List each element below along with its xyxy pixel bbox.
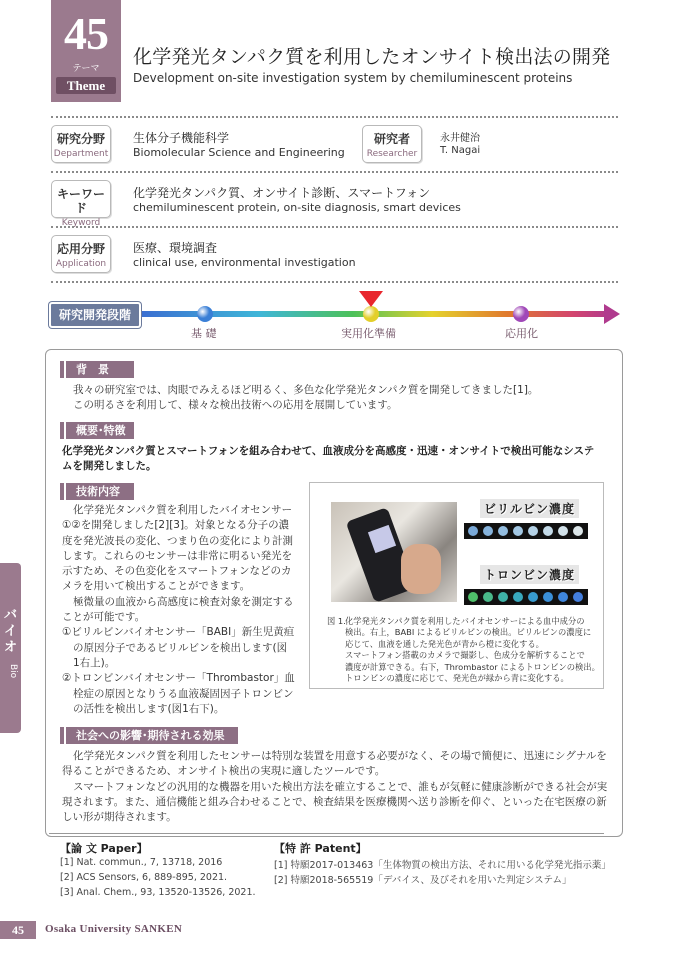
stage-name-basic: 基 礎 xyxy=(191,327,217,340)
page-number: 45 xyxy=(0,921,36,939)
color-spot xyxy=(543,526,553,536)
divider xyxy=(51,281,618,283)
patent-ref: [1] 特願2017-013463「生体物質の検出方法、それに用いる化学発光指示薬」 xyxy=(274,860,611,871)
stage-dot-basic xyxy=(197,306,213,322)
color-spot xyxy=(483,526,493,536)
text-line: 示すため、その色変化をスマートフォンなどのカ xyxy=(62,565,292,578)
color-spot xyxy=(498,592,508,602)
arrow-right-icon xyxy=(604,304,620,324)
application-label-box xyxy=(51,235,111,273)
theme-label-ja: テーマ xyxy=(72,64,100,74)
text-line: しい形が期待されます。 xyxy=(62,811,177,824)
color-strip xyxy=(464,589,588,605)
page-title: 化学発光タンパク質を利用したオンサイト検出法の開発 xyxy=(133,46,611,68)
papers-heading: 【論 文 Paper】 xyxy=(60,842,148,855)
keyword-value-en: chemiluminescent protein, on-site diagnosis, smart devices xyxy=(133,201,461,214)
divider xyxy=(51,171,618,173)
caption-body xyxy=(345,616,607,684)
smartphone-photo xyxy=(331,502,457,602)
text-line: ことが可能です。 xyxy=(62,611,146,624)
side-category-label: バイオ xyxy=(3,608,17,655)
footer-sanken: SANKEN xyxy=(134,923,183,935)
impact-text xyxy=(62,749,607,825)
theme-label-en: Theme xyxy=(56,77,116,94)
stage-dot-practical xyxy=(363,306,379,322)
keyword-label: キーワード xyxy=(56,187,105,215)
color-spot xyxy=(498,526,508,536)
text-line: の活性を検出します(図1右下)。 xyxy=(73,702,225,715)
color-spot xyxy=(528,526,538,536)
keyword-label-box xyxy=(51,180,111,228)
theme-badge xyxy=(51,0,121,102)
text-line: 得ることができるため、オンサイト検出の実現に適したツールです。 xyxy=(62,765,386,778)
caption-line: トロンビンの濃度に応じて、発光色が緑から青に変化する。 xyxy=(345,673,569,684)
color-spot xyxy=(468,592,478,602)
paper-ref: [2] ACS Sensors, 6, 889-895, 2021. xyxy=(60,872,228,883)
researcher-name: 永井健治 xyxy=(440,133,480,144)
stage-name-practical: 実用化準備 xyxy=(341,327,396,340)
page-subtitle: Development on-site investigation system by chemiluminescent proteins xyxy=(133,71,573,85)
field-label-box xyxy=(51,125,111,163)
text-line: この明るさを利用して、様々な検出技術への応用を展開しています。 xyxy=(73,399,398,412)
color-spot xyxy=(528,592,538,602)
overview-text xyxy=(62,444,594,475)
color-spot xyxy=(558,526,568,536)
field-label-en: Department xyxy=(53,149,109,159)
hand-icon xyxy=(401,544,441,594)
text-line: ムを開発しました。 xyxy=(62,460,157,473)
text-line: 1右上)。 xyxy=(73,656,116,669)
footer-title xyxy=(45,923,182,935)
footer-org: Osaka University xyxy=(45,923,135,935)
keyword-label-en: Keyword xyxy=(61,218,101,228)
researcher-label-en: Researcher xyxy=(366,149,418,159)
color-spot xyxy=(513,592,523,602)
researcher-name-en: T. Nagai xyxy=(440,145,481,156)
application-value: 医療、環境調査 xyxy=(133,241,218,255)
color-spot xyxy=(543,592,553,602)
text-line: 度を発光波長の変化、つまり色の変化により計測 xyxy=(62,534,293,547)
patent-ref: [2] 特願2018-565519「デバイス、及びそれを用いた判定システム」 xyxy=(274,875,572,886)
caption-head: 図 1. xyxy=(327,616,346,626)
color-spot xyxy=(483,592,493,602)
researcher-label-box xyxy=(362,125,422,163)
stage-dot-applied xyxy=(513,306,529,322)
field-label: 研究分野 xyxy=(56,132,105,146)
theme-number: 45 xyxy=(64,8,108,59)
section-heading-overview: 概要･特徴 xyxy=(66,422,134,439)
divider xyxy=(51,116,618,118)
caption-line: 化学発光タンパク質を利用したバイオセンサーによる血中成分の xyxy=(345,616,585,626)
text-line: 栓症の原因となりうる血液凝固因子トロンビン xyxy=(73,687,294,700)
current-stage-marker-icon xyxy=(359,291,383,307)
field-value: 生体分子機能科学 xyxy=(133,131,230,145)
text-line: メラを用いて検出することができます。 xyxy=(62,580,251,593)
color-spot xyxy=(573,526,583,536)
text-line: 我々の研究室では、肉眼でみえるほど明るく、多色な化学発光タンパク質を開発してきました[1]。 xyxy=(73,384,539,396)
color-strip xyxy=(464,523,588,539)
paper-ref: [3] Anal. Chem., 93, 13520-13526, 2021. xyxy=(60,887,256,898)
text-line: ①ビリルビンバイオセンサー「BABI」新生児黄疸 xyxy=(62,626,295,639)
application-label: 応用分野 xyxy=(56,242,105,256)
field-value-en: Biomolecular Science and Engineering xyxy=(133,146,345,159)
tech-text xyxy=(62,503,302,717)
section-heading-tech: 技術内容 xyxy=(66,483,134,500)
text-line: の原因分子であるビリルビンを検出します(図 xyxy=(73,641,288,654)
divider xyxy=(49,833,604,834)
text-line: 化学発光タンパク質を利用したセンサーは特別な装置を用意する必要がなく、その場で簡便に、迅速にシグナルを xyxy=(73,750,607,762)
figure-panel-bilirubin xyxy=(460,499,590,549)
paper-ref: [1] Nat. commun., 7, 13718, 2016 xyxy=(60,857,223,868)
caption-line: 検出。右上，BABI によるビリルビンの検出。ビリルビンの濃度に xyxy=(345,627,592,638)
researcher-label: 研究者 xyxy=(373,132,410,146)
caption-line: 応じて、血液を通した発光色が青から橙に変化する。 xyxy=(345,638,544,649)
text-line: 化学発光タンパク質を利用したバイオセンサー xyxy=(73,504,293,516)
stage-name-applied: 応用化 xyxy=(505,327,538,340)
color-spot xyxy=(513,526,523,536)
patents-heading: 【特 許 Patent】 xyxy=(274,842,367,855)
text-line: 極微量の血液から高感度に検査対象を測定する xyxy=(73,595,294,608)
text-line: します。これらのセンサーは非常に明るい発光を xyxy=(62,549,293,562)
text-line: ①②を開発しました[2][3]。対象となる分子の濃 xyxy=(62,519,290,532)
caption-line: スマートフォン搭載のカメラで撮影し、色成分を解析することで xyxy=(345,650,585,661)
section-heading-impact: 社会への影響･期待される効果 xyxy=(66,727,238,744)
caption-line: 濃度が計算できる。右下，Thrombastor によるトロンビンの検出。 xyxy=(345,661,600,672)
text-line: スマートフォンなどの汎用的な機器を用いた検出方法を確立することで、誰もが気軽に健康診断ができる社会が実 xyxy=(73,780,608,793)
application-label-en: Application xyxy=(55,259,107,269)
divider xyxy=(51,226,618,228)
color-spot xyxy=(468,526,478,536)
stage-label: 研究開発段階 xyxy=(49,302,141,328)
figure-panel-thrombin xyxy=(460,565,590,615)
text-line: 化学発光タンパク質とスマートフォンを組み合わせて、血液成分を高感度・迅速・オンサイトで検出可能なシステ xyxy=(62,445,595,457)
keyword-value: 化学発光タンパク質、オンサイト診断、スマートフォン xyxy=(133,186,431,200)
color-spot xyxy=(573,592,583,602)
section-heading-background: 背 景 xyxy=(66,361,134,378)
color-spot xyxy=(558,592,568,602)
side-category-label-en: Bio xyxy=(8,664,18,679)
figure-panel-label: トロンビン濃度 xyxy=(480,565,579,584)
application-value-en: clinical use, environmental investigation xyxy=(133,256,356,269)
figure-panel-label: ビリルビン濃度 xyxy=(480,499,579,518)
background-text xyxy=(73,383,538,414)
text-line: 現されます。また、通信機能と組み合わせることで、検査結果を医療機関へ送り診断を仰ぐ、といった在宅医療の新 xyxy=(62,795,607,808)
text-line: ②トロンビンバイオセンサー「Thrombastor」血 xyxy=(62,672,295,685)
